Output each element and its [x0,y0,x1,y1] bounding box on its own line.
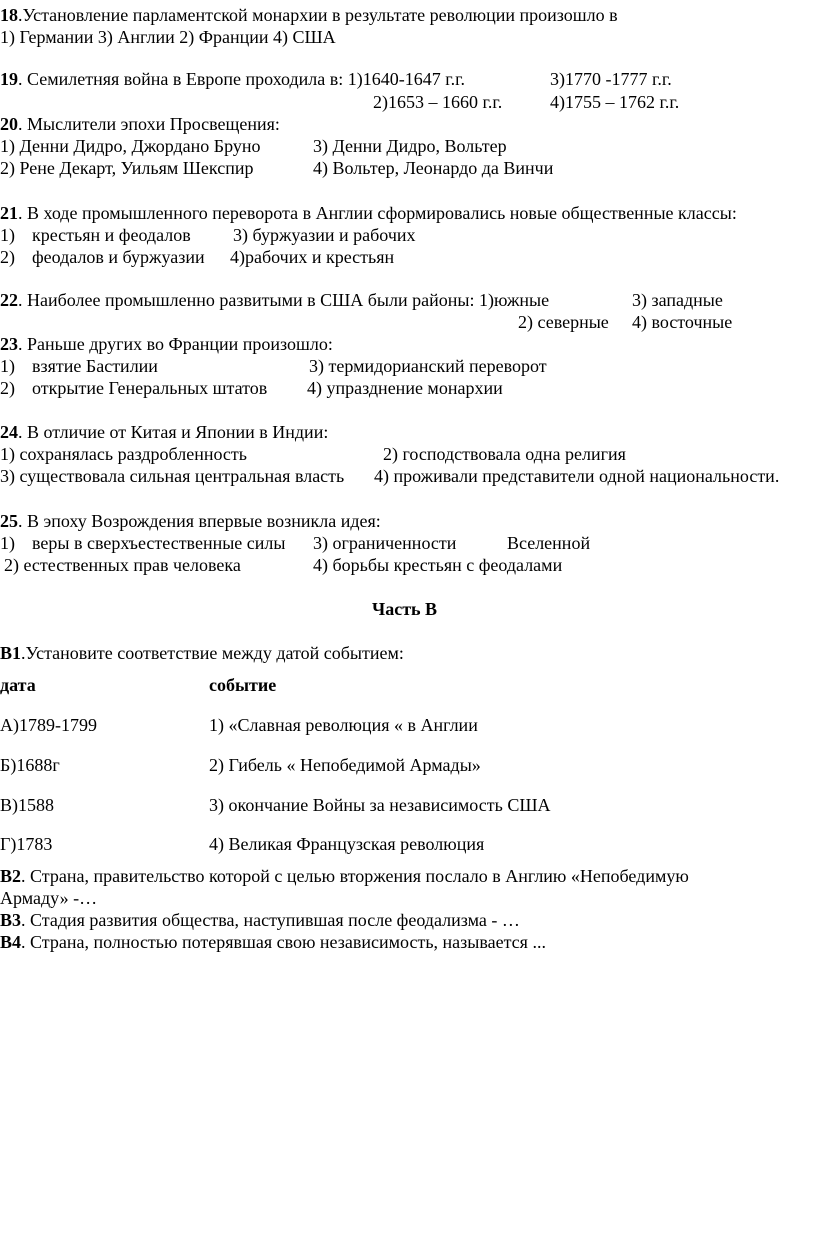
option-4: 4)рабочих и крестьян [230,247,395,267]
option-3: 3) западные [632,290,723,310]
question-number: 25 [0,511,18,531]
question-number: В3 [0,910,22,930]
option-1: крестьян и феодалов [32,225,191,245]
match-event: 2) Гибель « Непобедимой Армады» [209,755,481,775]
question-number: 19 [0,69,18,89]
option-3: 3) существовала сильная центральная власть [0,466,345,486]
option-3: 3) буржуазии и рабочих [233,225,416,245]
option-1-marker: 1) [0,356,15,376]
question-text: . В эпоху Возрождения впервые возникла идея: [18,511,381,531]
match-date: А)1789-1799 [0,715,97,735]
option-4: 4) упразднение монархии [307,378,503,398]
question-b1 [0,642,404,664]
question-text: . В отличие от Китая и Японии в Индии: [18,422,329,442]
question-23 [0,333,333,355]
question-22 [0,289,549,311]
question-text: .Установите соответствие между датой событием: [21,643,404,663]
match-event: 4) Великая Французская революция [209,834,485,854]
part-b-title: Часть В [372,599,438,619]
question-25 [0,510,381,532]
option-1: веры в сверхъестественные силы [32,533,286,553]
question-number: 18 [0,5,18,25]
question-20 [0,113,280,135]
question-b2 [0,865,689,887]
match-date: Г)1783 [0,834,53,854]
option-3: 3)1770 -1777 г.г. [550,69,672,89]
option-4: 4) борьбы крестьян с феодалами [313,555,563,575]
question-21 [0,202,737,224]
option-2: 2) северные [518,312,609,332]
question-number: 22 [0,290,18,310]
option-2: 2)1653 – 1660 г.г. [373,92,503,112]
question-b4 [0,931,546,953]
question-number: 21 [0,203,18,223]
option-3: 3) Денни Дидро, Вольтер [313,136,507,156]
question-b2-continued: Армаду» -… [0,888,98,908]
question-24 [0,421,328,443]
question-number: В4 [0,932,22,952]
option-1: 1) Денни Дидро, Джордано Бруно [0,136,261,156]
question-18 [0,4,618,26]
question-number: 23 [0,334,18,354]
option-4: 4) восточные [632,312,733,332]
option-1: 1) сохранялась раздробленность [0,444,247,464]
option-2: феодалов и буржуазии [32,247,205,267]
option-4: 4) проживали представители одной национальности. [374,466,780,486]
question-number: 20 [0,114,18,134]
option-2: 2) естественных прав человека [4,555,241,575]
option-3: 3) термидорианский переворот [309,356,547,376]
question-number: В2 [0,866,22,886]
question-text: .Установление парламентской монархии в результате революции произошло в [18,5,618,25]
option-2: 2) Рене Декарт, Уильям Шекспир [0,158,254,178]
question-18-options: 1) Германии 3) Англии 2) Франции 4) США [0,27,336,47]
column-header-date: дата [0,675,36,695]
match-event: 3) окончание Войны за независимость США [209,795,551,815]
question-text: . Раньше других во Франции произошло: [18,334,333,354]
question-number: 24 [0,422,18,442]
question-19 [0,68,465,90]
question-b3 [0,909,520,931]
option-1-marker: 1) [0,225,15,245]
option-3-continued: Вселенной [507,533,591,553]
column-header-event: событие [209,675,277,695]
option-2-marker: 2) [0,378,15,398]
option-4: 4) Вольтер, Леонардо да Винчи [313,158,554,178]
option-1-marker: 1) [0,533,15,553]
question-text: . Наиболее промышленно развитыми в США были районы: 1)южные [18,290,550,310]
question-text: . Страна, правительство которой с целью вторжения послало в Англию «Непобедимую [21,866,689,886]
question-number: В1 [0,643,22,663]
option-2-marker: 2) [0,247,15,267]
option-3: 3) ограниченности [313,533,457,553]
option-1: взятие Бастилии [32,356,158,376]
question-text: . Семилетняя война в Европе проходила в: 1)1640-1647 г.г. [18,69,465,89]
question-text: . В ходе промышленного переворота в Англии сформировались новые общественные классы: [18,203,737,223]
question-text: . Стадия развития общества, наступившая после феодализма - … [21,910,520,930]
option-2: открытие Генеральных штатов [32,378,268,398]
option-4: 4)1755 – 1762 г.г. [550,92,680,112]
match-date: В)1588 [0,795,54,815]
match-event: 1) «Славная революция « в Англии [209,715,478,735]
match-date: Б)1688г [0,755,60,775]
question-text: . Страна, полностью потерявшая свою независимость, называется ... [21,932,546,952]
question-text: . Мыслители эпохи Просвещения: [18,114,280,134]
option-2: 2) господствовала одна религия [383,444,626,464]
